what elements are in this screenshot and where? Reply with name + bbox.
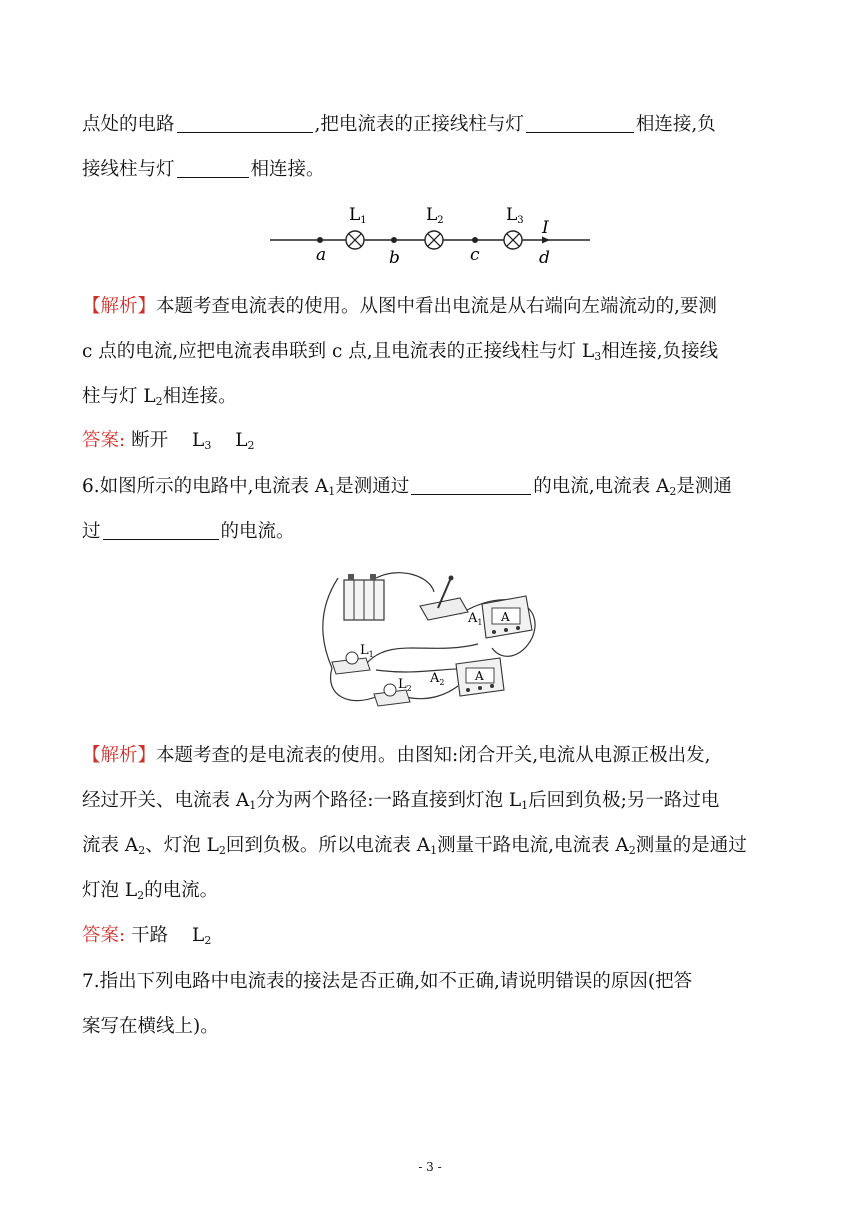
q6-line-1: 6.如图所示的电路中,电流表 $A_1$是测通过 的电流,电流表 $A_2$是测通 bbox=[82, 476, 732, 498]
page-number: - 3 - bbox=[418, 1160, 442, 1174]
lamp-l1-label: $L_1$ bbox=[360, 643, 374, 659]
analysis5-line-1: 【解析】本题考查电流表的使用。从图中看出电流是从右端向左端流动的,要测 bbox=[82, 296, 717, 317]
analysis6-line-2: 经过开关、电流表 $A_1$分为两个路径:一路直接到灯泡 $L_1$后回到负极;另一路过电 bbox=[82, 790, 720, 812]
analysis6-line-3: 流表 $A_2$、灯泡 $L_2$回到负极。所以电流表 $A_1$测量干路电流,电流表 $A_2$测量的是通过 bbox=[82, 835, 747, 857]
lamp-l1-label: L1 bbox=[349, 205, 367, 226]
battery-icon bbox=[344, 574, 384, 620]
q5-line-1: 点处的电路 ,把电流表的正接线柱与灯 相连接,负 bbox=[82, 114, 716, 135]
ammeter-a1-icon bbox=[482, 596, 532, 638]
ammeter-a2-icon bbox=[456, 658, 504, 696]
answer-blank[interactable] bbox=[177, 114, 313, 133]
q7-line-2: 案写在横线上)。 bbox=[82, 1016, 219, 1037]
analysis5-line-2: c 点的电流,应把电流表串联到 c 点,且电流表的正接线柱与灯 $L_3$相连接,负接线 bbox=[82, 341, 719, 363]
answer-blank[interactable] bbox=[411, 476, 531, 495]
answer-label: 答案: bbox=[82, 430, 126, 451]
q6-line-2: 过 的电流。 bbox=[82, 521, 295, 542]
answer-label: 答案: bbox=[82, 925, 126, 946]
point-a-dot bbox=[317, 237, 323, 243]
svg-text:A: A bbox=[501, 610, 510, 624]
lamp-l3-icon bbox=[504, 231, 522, 249]
lamp-l2-label: L2 bbox=[426, 205, 444, 226]
point-b-dot bbox=[391, 237, 397, 243]
answer-blank[interactable] bbox=[526, 114, 634, 133]
lamp-l1-icon bbox=[346, 231, 364, 249]
parallel-circuit-figure bbox=[310, 566, 550, 716]
answer-blank[interactable] bbox=[103, 521, 219, 540]
analysis6-line-1: 【解析】本题考查的是电流表的使用。由图知:闭合开关,电流从电源正极出发, bbox=[82, 745, 711, 766]
analysis6-line-4: 灯泡 $L_2$的电流。 bbox=[82, 880, 219, 902]
point-c-label: c bbox=[470, 245, 480, 265]
q7-line-1: 7.指出下列电路中电流表的接法是否正确,如不正确,请说明错误的原因(把答 bbox=[82, 971, 693, 992]
q5-line-2: 接线柱与灯 相连接。 bbox=[82, 159, 325, 180]
answer5-line: 答案: 断开 $L_3$ $L_2$ bbox=[82, 430, 255, 452]
lamp-l2-label: $L_2$ bbox=[398, 677, 412, 693]
analysis-tag: 【解析】 bbox=[82, 745, 157, 766]
point-a-label: a bbox=[316, 245, 327, 265]
answer6-line: 答案: 干路 $L_2$ bbox=[82, 925, 212, 947]
ammeter-a2-label: $A_2$ bbox=[430, 671, 445, 687]
point-c-dot bbox=[472, 237, 478, 243]
svg-text:A: A bbox=[475, 669, 484, 683]
point-b-label: b bbox=[389, 248, 400, 268]
point-d-label: d bbox=[539, 248, 550, 268]
ammeter-a1-label: $A_1$ bbox=[468, 611, 483, 627]
analysis5-line-3: 柱与灯 $L_2$相连接。 bbox=[82, 386, 237, 408]
lamp-l3-label: L3 bbox=[506, 205, 524, 226]
lamp-l2-icon bbox=[425, 231, 443, 249]
analysis-tag: 【解析】 bbox=[82, 296, 157, 317]
series-circuit-figure bbox=[260, 198, 600, 272]
current-label: I bbox=[542, 218, 549, 238]
answer-blank[interactable] bbox=[177, 159, 249, 178]
